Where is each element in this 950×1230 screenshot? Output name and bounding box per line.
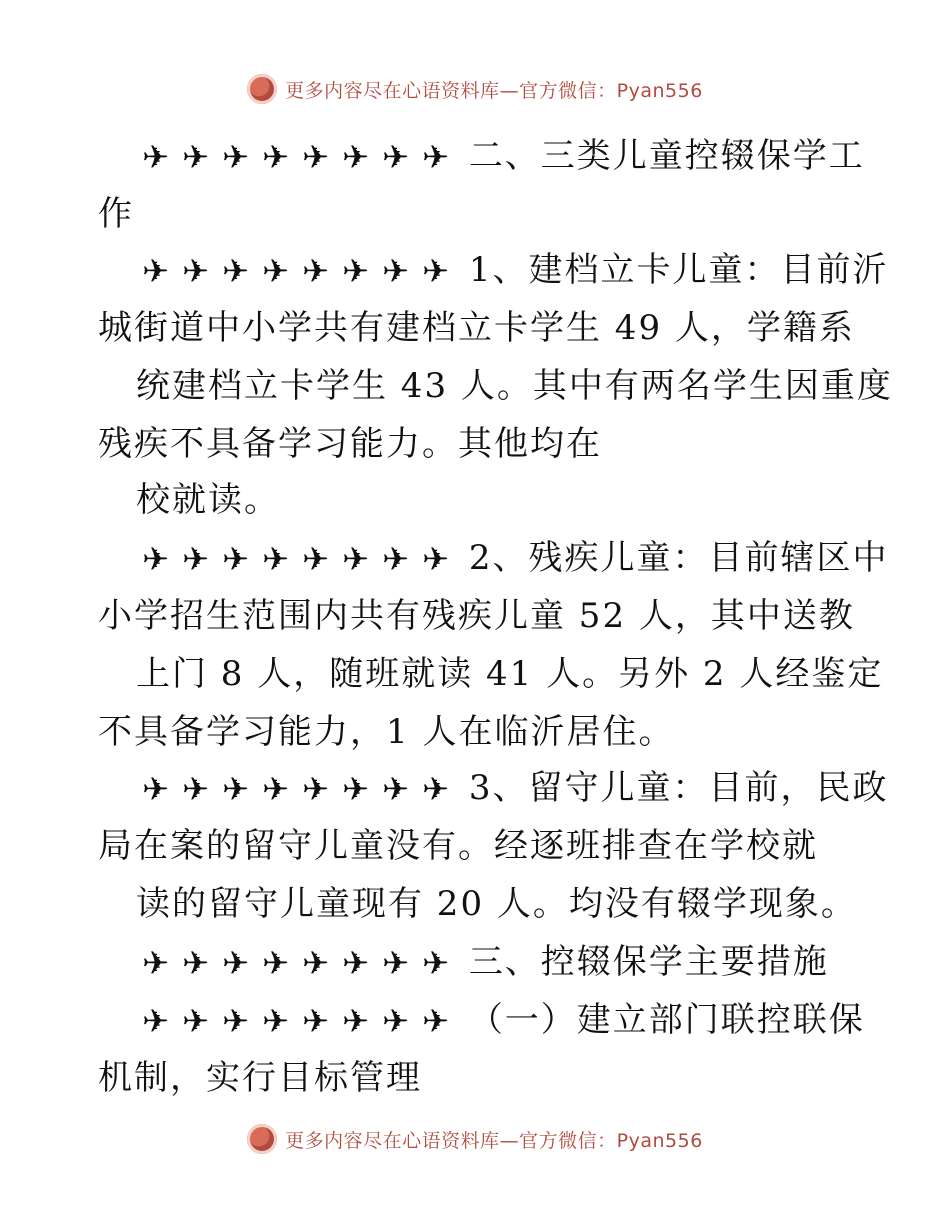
paragraph-4-line-1	[136, 764, 888, 812]
watermark-logo-icon	[247, 74, 277, 104]
paragraph-2-line-4-text: 残疾不具备学习能力。其他均在	[98, 424, 602, 464]
paragraph-2-line-2-text: 城街道中小学共有建档立卡学生 49 人，学籍系	[98, 308, 855, 348]
paragraph-5-line-1-text: 三、控辍保学主要措施	[468, 942, 829, 982]
paragraph-3-line-4	[98, 708, 674, 756]
paragraph-5-line-1	[136, 938, 829, 986]
paragraph-3-line-2-text: 小学招生范围内共有残疾儿童 52 人，其中送教	[98, 596, 855, 636]
watermark-logo-icon	[247, 1124, 277, 1154]
decorative-bullets-icon: ✈ ✈ ✈ ✈ ✈ ✈ ✈ ✈	[142, 770, 450, 808]
paragraph-4-line-3	[136, 880, 857, 928]
paragraph-2-line-1-text: 1、建档立卡儿童：目前沂	[468, 250, 889, 290]
paragraph-3-line-4-text: 不具备学习能力，1 人在临沂居住。	[98, 712, 675, 752]
paragraph-4-line-2-text: 局在案的留守儿童没有。经逐班排查在学校就	[98, 826, 818, 866]
paragraph-2-line-5	[136, 476, 280, 524]
paragraph-2-line-3	[136, 362, 893, 410]
paragraph-6-line-2-text: 机制，实行目标管理	[98, 1058, 422, 1098]
paragraph-6-line-1-text: （一）建立部门联控联保	[468, 1000, 865, 1040]
decorative-bullets-icon: ✈ ✈ ✈ ✈ ✈ ✈ ✈ ✈	[142, 1002, 450, 1040]
watermark-header	[0, 74, 950, 104]
paragraph-2-line-1	[136, 246, 888, 294]
paragraph-2-line-5-text: 校就读。	[136, 480, 280, 520]
decorative-bullets-icon: ✈ ✈ ✈ ✈ ✈ ✈ ✈ ✈	[142, 944, 450, 982]
paragraph-4-line-2	[98, 822, 818, 870]
decorative-bullets-icon: ✈ ✈ ✈ ✈ ✈ ✈ ✈ ✈	[142, 138, 450, 176]
watermark-footer	[0, 1124, 950, 1154]
paragraph-3-line-2	[98, 592, 855, 640]
paragraph-3-line-1-text: 2、残疾儿童：目前辖区中	[468, 538, 889, 578]
paragraph-1-line-1-text: 二、三类儿童控辍保学工	[468, 136, 865, 176]
paragraph-2-line-4	[98, 420, 602, 468]
paragraph-1-line-2-text: 作	[98, 194, 134, 234]
paragraph-6-line-1	[136, 996, 865, 1044]
decorative-bullets-icon: ✈ ✈ ✈ ✈ ✈ ✈ ✈ ✈	[142, 252, 450, 290]
paragraph-6-line-2	[98, 1054, 422, 1102]
paragraph-3-line-1	[136, 534, 888, 582]
paragraph-4-line-3-text: 读的留守儿童现有 20 人。均没有辍学现象。	[136, 884, 857, 924]
paragraph-2-line-3-text: 统建档立卡学生 43 人。其中有两名学生因重度	[136, 366, 893, 406]
watermark-text: 更多内容尽在心语资料库—官方微信：Pyan556	[285, 1129, 703, 1152]
paragraph-4-line-1-text: 3、留守儿童：目前，民政	[468, 768, 889, 808]
paragraph-2-line-2	[98, 304, 855, 352]
paragraph-3-line-3	[136, 650, 883, 698]
watermark-text: 更多内容尽在心语资料库—官方微信：Pyan556	[285, 79, 703, 102]
paragraph-1-line-2	[98, 190, 134, 238]
decorative-bullets-icon: ✈ ✈ ✈ ✈ ✈ ✈ ✈ ✈	[142, 540, 450, 578]
paragraph-3-line-3-text: 上门 8 人，随班就读 41 人。另外 2 人经鉴定	[136, 654, 884, 694]
paragraph-1-line-1	[136, 132, 865, 180]
